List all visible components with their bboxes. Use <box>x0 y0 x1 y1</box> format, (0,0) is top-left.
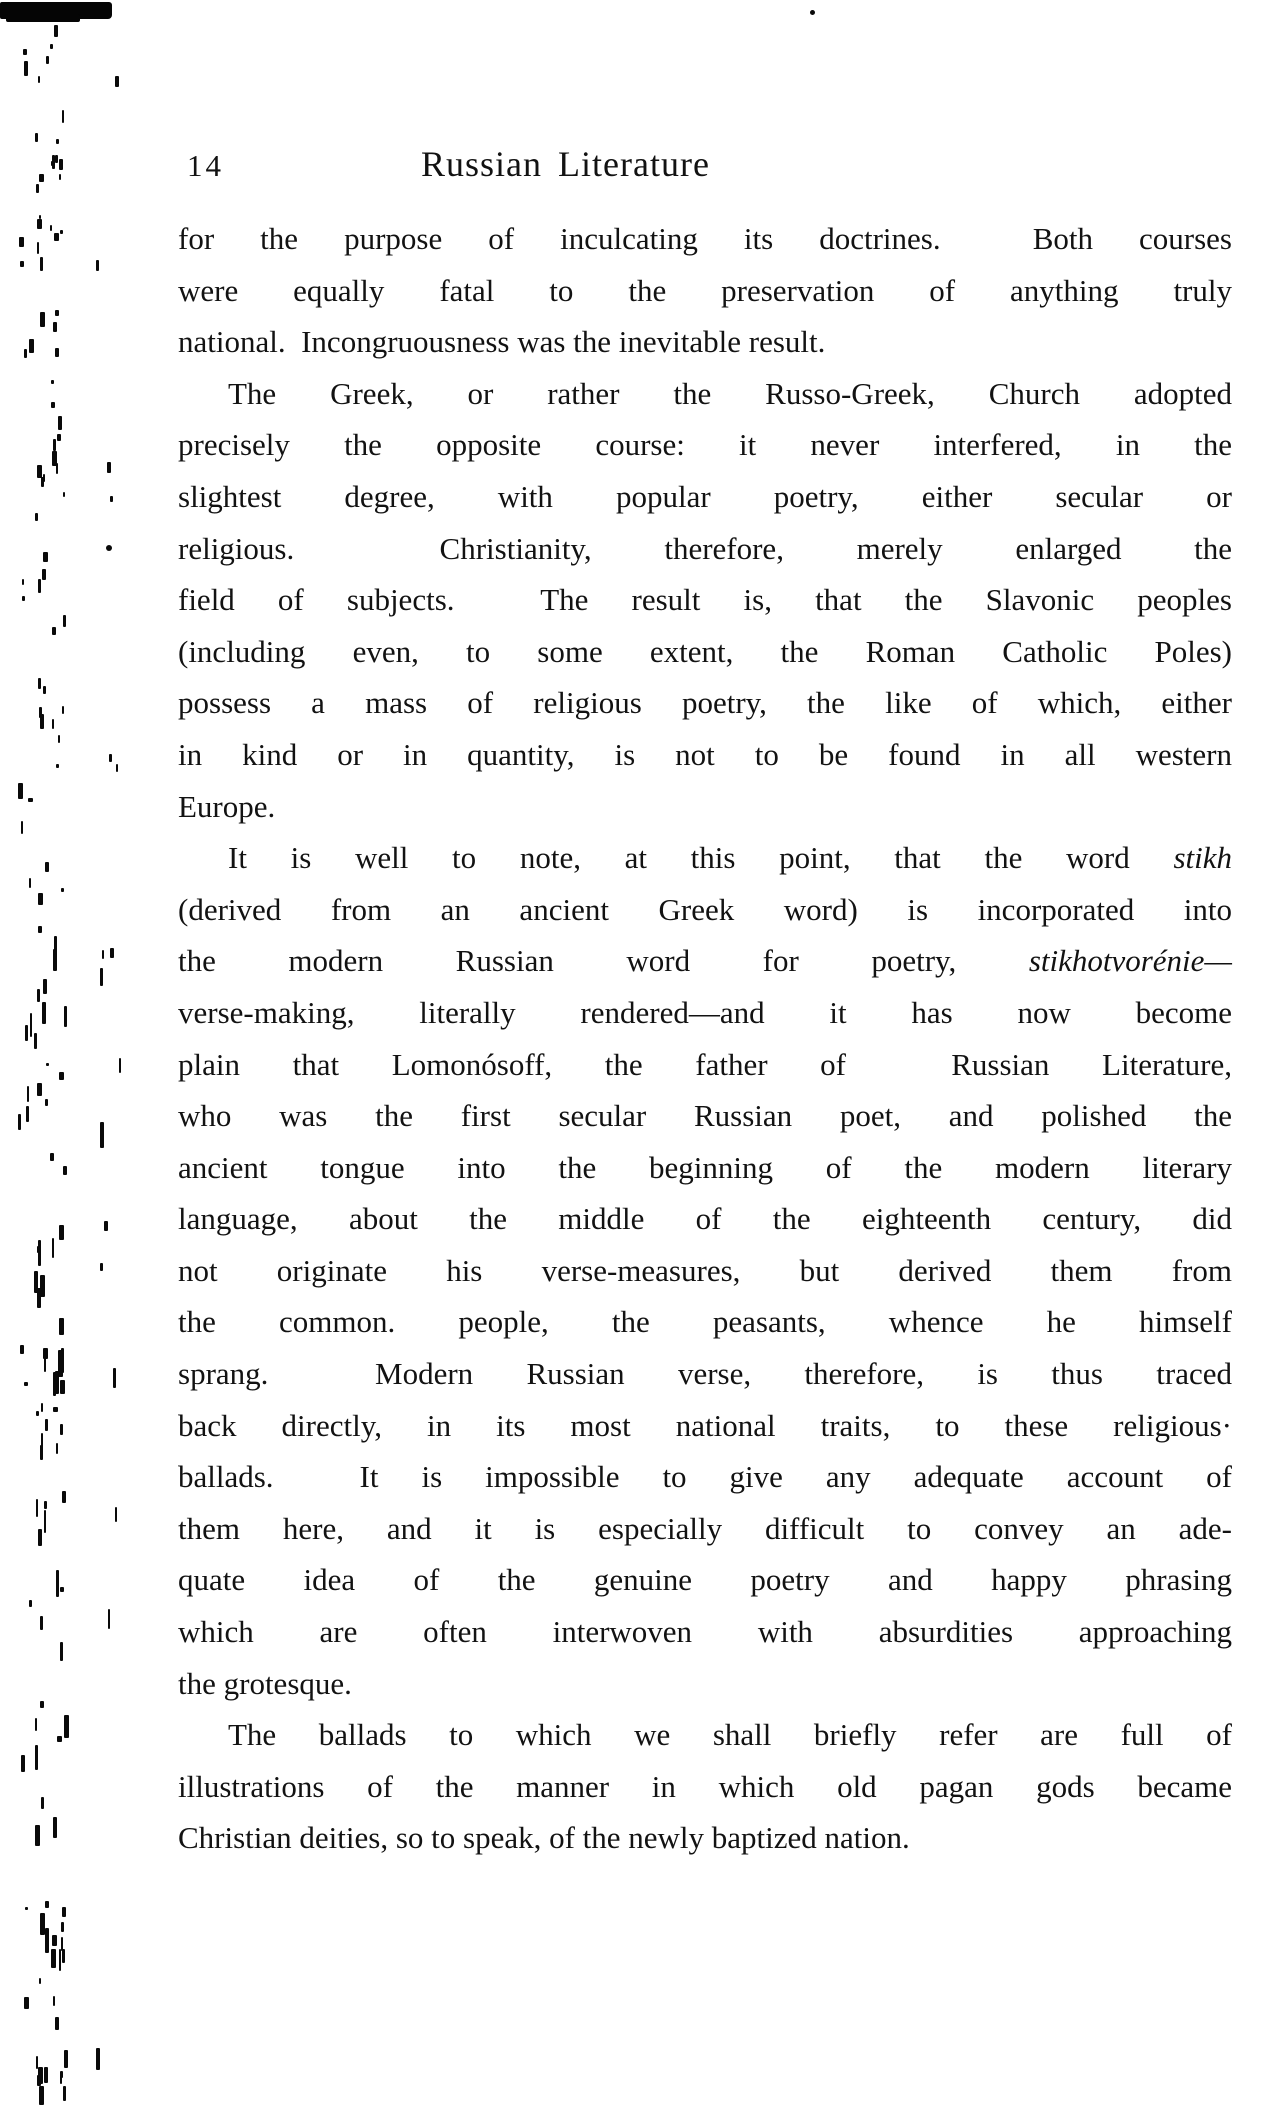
text-line <box>178 626 1232 678</box>
scan-speck <box>52 627 55 635</box>
text-segment: (derived from an ancient Greek word) is incorporated into <box>178 891 1232 927</box>
scan-speck <box>50 44 53 49</box>
scan-speck <box>29 339 33 354</box>
scan-speck <box>53 1817 57 1838</box>
scan-speck <box>38 1240 41 1266</box>
scan-speck <box>35 513 38 521</box>
scan-speck <box>29 878 31 889</box>
scan-speck <box>51 380 54 384</box>
text-line <box>178 677 1232 729</box>
text-segment: them here, and it is especially difficult to convey an ade- <box>178 1510 1232 1546</box>
text-line <box>178 316 1232 368</box>
scan-speck <box>25 1907 28 1911</box>
scan-speck <box>28 798 33 802</box>
paragraph <box>178 832 1232 1709</box>
scan-speck <box>64 1006 67 1027</box>
italic-text: stikhotvorénie— <box>1028 943 1232 979</box>
scan-speck <box>63 1166 67 1175</box>
scan-speck <box>37 242 40 254</box>
scan-speck <box>37 2075 42 2087</box>
text-segment: were equally fatal to the preservation of anything truly <box>178 272 1232 308</box>
text-line <box>178 1658 1232 1710</box>
scan-speck <box>52 451 57 466</box>
text-line <box>178 1245 1232 1297</box>
text-line <box>178 1554 1232 1606</box>
text-line <box>178 1296 1232 1348</box>
scan-speck <box>39 174 44 182</box>
scan-speck <box>39 1978 41 1984</box>
text-segment: language, about the middle of the eighteenth century, did <box>178 1201 1232 1237</box>
text-segment: the modern Russian word for poetry, <box>178 943 1029 979</box>
scan-speck <box>43 552 48 562</box>
scan-speck <box>115 76 120 87</box>
scan-speck <box>60 1424 63 1435</box>
text-segment: back directly, in its most national traits, to these religious· <box>178 1407 1232 1443</box>
text-segment: field of subjects. The result is, that the Slavonic peoples <box>178 582 1232 618</box>
scan-artifact-blob <box>0 2 112 19</box>
scan-speck <box>42 569 46 580</box>
scan-speck <box>40 1616 43 1630</box>
scan-speck <box>59 159 63 170</box>
scan-speck <box>62 1907 66 1917</box>
scan-speck <box>19 237 24 246</box>
scan-speck <box>26 1106 30 1122</box>
text-line <box>178 1761 1232 1813</box>
scan-speck <box>52 155 55 168</box>
scan-speck <box>44 1501 47 1510</box>
scan-speck <box>64 2050 68 2069</box>
scan-speck <box>56 764 59 769</box>
scan-speck <box>52 1935 57 1946</box>
scan-speck <box>116 764 118 772</box>
text-segment: sprang. Modern Russian verse, therefore, is thus traced <box>178 1356 1232 1392</box>
scan-speck <box>59 1225 64 1241</box>
scan-speck <box>29 1600 32 1607</box>
scan-speck <box>34 1271 38 1292</box>
text-line <box>178 987 1232 1039</box>
scan-speck <box>62 1949 65 1963</box>
scan-speck <box>55 2017 59 2031</box>
text-segment: possess a mass of religious poetry, the like of which, either <box>178 685 1232 721</box>
scan-speck <box>100 1263 103 1271</box>
scan-speck <box>56 1570 59 1597</box>
scan-speck <box>38 2067 43 2084</box>
scan-speck <box>60 1642 63 1661</box>
scan-speck <box>41 1403 43 1412</box>
scan-speck <box>43 686 46 694</box>
scan-speck <box>45 862 49 873</box>
paragraph <box>178 1709 1232 1864</box>
scan-speck <box>39 707 43 718</box>
scan-speck <box>102 950 105 959</box>
scan-speck <box>53 949 57 972</box>
scan-speck <box>34 1033 37 1050</box>
scan-speck <box>40 1275 45 1297</box>
page-title: Russian Literature <box>421 144 710 184</box>
text-segment: slightest degree, with popular poetry, either secular or <box>178 478 1232 514</box>
text-line <box>178 523 1232 575</box>
scan-speck <box>59 1072 64 1080</box>
scan-speck <box>41 1797 44 1810</box>
scan-speck <box>51 161 53 166</box>
scan-speck <box>24 1382 28 1386</box>
scan-speck <box>36 1411 39 1416</box>
scan-speck <box>63 492 66 497</box>
scan-speck <box>24 1997 29 2009</box>
scan-speck <box>60 1587 64 1592</box>
scan-speck <box>20 1345 24 1354</box>
scan-speck <box>61 1348 64 1373</box>
scan-speck <box>37 219 42 230</box>
scan-speck <box>113 1368 117 1388</box>
scan-speck <box>44 2067 49 2083</box>
text-segment: Christian deities, so to speak, of the newly baptized nation. <box>178 1820 910 1856</box>
paragraph <box>178 213 1232 368</box>
scan-speck <box>35 1745 38 1769</box>
scan-speck <box>109 754 111 762</box>
scan-speck <box>40 1701 44 1708</box>
scan-speck <box>46 1063 49 1066</box>
scan-speck <box>53 439 56 451</box>
scan-speck <box>35 1718 38 1730</box>
scan-speck <box>40 1913 45 1935</box>
paragraph <box>178 368 1232 832</box>
scan-speck <box>61 1922 63 1932</box>
scan-speck <box>62 110 65 123</box>
text-segment: plain that Lomonósoff, the father of Russian Literature, <box>178 1046 1232 1082</box>
scan-speck <box>30 1013 33 1037</box>
text-line <box>178 1606 1232 1658</box>
scan-speck <box>21 1755 25 1772</box>
scan-speck <box>22 579 25 585</box>
scan-speck <box>40 312 45 327</box>
scan-speck <box>27 1086 29 1103</box>
scan-speck <box>25 1025 27 1041</box>
scan-speck <box>45 1901 50 1907</box>
scan-speck <box>37 1288 41 1308</box>
text-segment: The ballads to which we shall briefly refer are full of <box>228 1717 1232 1753</box>
scan-speck <box>119 1058 121 1073</box>
scan-speck <box>52 1238 54 1258</box>
scan-speck <box>44 1510 47 1533</box>
scan-speck <box>43 1348 48 1360</box>
scan-speck <box>96 2048 100 2071</box>
scan-speck <box>42 1002 46 1024</box>
scan-speck <box>59 1318 64 1335</box>
scan-artifact-dot <box>106 545 112 551</box>
scan-speck <box>40 714 44 728</box>
scan-speck <box>59 174 61 180</box>
text-line <box>178 1142 1232 1194</box>
scan-speck <box>58 1350 63 1377</box>
text-segment: for the purpose of inculcating its doctrines. Both courses <box>178 221 1232 256</box>
text-segment: illustrations of the manner in which old pagan gods became <box>178 1768 1232 1804</box>
scan-speck <box>24 349 27 358</box>
scan-speck <box>41 477 44 487</box>
scan-speck <box>60 2075 63 2085</box>
scan-speck <box>55 155 58 163</box>
scan-speck <box>37 465 42 478</box>
text-line <box>178 781 1232 833</box>
scan-speck <box>40 257 43 271</box>
scan-speck <box>24 61 28 76</box>
scan-speck <box>39 2086 44 2105</box>
text-segment: who was the first secular Russian poet, and polished the <box>178 1098 1232 1134</box>
scan-speck <box>23 49 27 55</box>
scan-speck <box>110 948 114 958</box>
scan-speck <box>55 310 59 316</box>
scan-speck <box>39 215 42 219</box>
scan-speck <box>60 1380 65 1394</box>
scan-speck <box>45 1928 49 1953</box>
scan-speck <box>56 139 59 144</box>
text-segment: the common. people, the peasants, whence he himself <box>178 1304 1232 1340</box>
scan-speck <box>43 474 45 483</box>
scan-speck <box>50 1153 54 1161</box>
scan-speck <box>104 1221 108 1231</box>
page-body <box>178 213 1232 1864</box>
text-segment: religious. Christianity, therefore, merely enlarged the <box>178 530 1232 566</box>
scan-speck <box>54 936 57 955</box>
text-segment: the grotesque. <box>178 1665 352 1701</box>
scan-speck <box>58 735 60 743</box>
text-segment: precisely the opposite course: it never interfered, in the <box>178 427 1232 463</box>
scan-speck <box>115 1507 117 1522</box>
scan-speck <box>107 462 111 473</box>
scan-speck <box>53 322 57 332</box>
scan-speck <box>21 821 23 834</box>
text-segment: national. Incongruousness was the inevitable result. <box>178 324 826 360</box>
scan-speck <box>40 717 44 725</box>
text-line <box>178 1090 1232 1142</box>
scan-speck <box>100 1122 105 1148</box>
scan-speck <box>55 348 59 357</box>
scan-speck <box>35 133 39 142</box>
text-segment: ballads. It is impossible to give any adequate account of <box>178 1459 1232 1495</box>
scan-speck <box>50 225 52 231</box>
scan-speck <box>38 678 41 689</box>
text-line <box>178 1503 1232 1555</box>
scan-speck <box>62 1491 66 1503</box>
scan-speck <box>35 1825 40 1846</box>
text-segment: not originate his verse-measures, but derived them from <box>178 1252 1232 1288</box>
scan-speck <box>43 979 48 994</box>
text-line <box>178 832 1232 884</box>
scan-speck <box>61 888 64 893</box>
text-line <box>178 935 1232 987</box>
scan-speck <box>38 893 43 904</box>
text-line <box>178 1348 1232 1400</box>
scan-speck <box>53 1407 58 1412</box>
text-line <box>178 1039 1232 1091</box>
scan-speck <box>22 596 25 601</box>
text-line <box>178 884 1232 936</box>
scan-speck <box>38 579 42 593</box>
text-segment: which are often interwoven with absurdities approaching <box>178 1614 1232 1650</box>
scan-speck <box>63 2086 66 2101</box>
scan-speck <box>44 1355 47 1373</box>
scan-speck <box>96 260 99 272</box>
scan-speck <box>20 261 25 267</box>
text-line <box>178 729 1232 781</box>
text-line <box>178 265 1232 317</box>
text-segment: verse-making, literally rendered—and it has now become <box>178 994 1232 1030</box>
text-segment: ancient tongue into the beginning of the modern literary <box>178 1149 1232 1185</box>
scan-speck <box>59 1949 61 1971</box>
text-line <box>178 368 1232 420</box>
scan-speck <box>46 56 49 64</box>
text-line <box>178 419 1232 471</box>
text-segment: It is well to note, at this point, that the word <box>228 840 1174 876</box>
scan-speck <box>45 1099 48 1106</box>
scan-speck <box>53 1996 56 2006</box>
scan-speck <box>45 1419 48 1431</box>
scan-speck <box>38 926 42 933</box>
scan-speck <box>64 1715 69 1738</box>
scan-speck <box>41 1433 43 1450</box>
text-line <box>178 213 1232 265</box>
page-number: 14 <box>187 148 224 183</box>
text-segment: The Greek, or rather the Russo-Greek, Church adopted <box>228 375 1232 411</box>
text-line <box>178 574 1232 626</box>
text-segment: (including even, to some extent, the Roman Catholic Poles) <box>178 633 1232 669</box>
text-line <box>178 1400 1232 1452</box>
scan-speck <box>36 1499 39 1517</box>
scan-speck <box>53 1372 56 1396</box>
scan-speck <box>51 402 55 408</box>
text-segment: in kind or in quantity, is not to be found in all western <box>178 736 1232 772</box>
scan-speck <box>56 1443 58 1454</box>
scan-speck <box>110 496 113 502</box>
scan-speck <box>56 463 58 474</box>
scan-speck <box>63 615 67 628</box>
scan-speck <box>54 233 59 241</box>
scan-speck <box>57 434 61 441</box>
scan-speck <box>51 1949 55 1968</box>
scan-speck <box>52 719 55 729</box>
scan-speck <box>18 1114 21 1131</box>
scan-speck <box>61 1937 63 1951</box>
text-line <box>178 1709 1232 1761</box>
italic-text: stikh <box>1173 840 1232 876</box>
scan-speck <box>37 1246 40 1254</box>
scan-speck <box>40 1445 43 1461</box>
scan-speck <box>54 25 58 38</box>
scan-speck <box>60 2071 64 2078</box>
scan-speck <box>55 1371 60 1394</box>
scan-speck <box>57 1736 61 1742</box>
scan-speck <box>38 76 40 82</box>
scan-speck <box>18 783 23 799</box>
scan-speck <box>36 184 39 193</box>
scan-speck <box>100 968 104 986</box>
text-line <box>178 471 1232 523</box>
scan-artifact-dot <box>810 10 815 15</box>
text-segment: quate idea of the genuine poetry and happy phrasing <box>178 1562 1232 1598</box>
scan-speck <box>60 230 63 234</box>
scan-speck <box>37 989 39 1002</box>
text-line <box>178 1193 1232 1245</box>
text-segment: Europe. <box>178 788 276 824</box>
scan-speck <box>108 1609 110 1629</box>
scan-speck <box>62 706 64 714</box>
scan-speck <box>38 1529 42 1546</box>
scan-noise-strip <box>0 0 140 2125</box>
scan-speck <box>37 1083 42 1096</box>
scan-speck <box>58 416 62 430</box>
text-line <box>178 1812 1232 1864</box>
text-line <box>178 1451 1232 1503</box>
scan-speck <box>36 2056 39 2069</box>
